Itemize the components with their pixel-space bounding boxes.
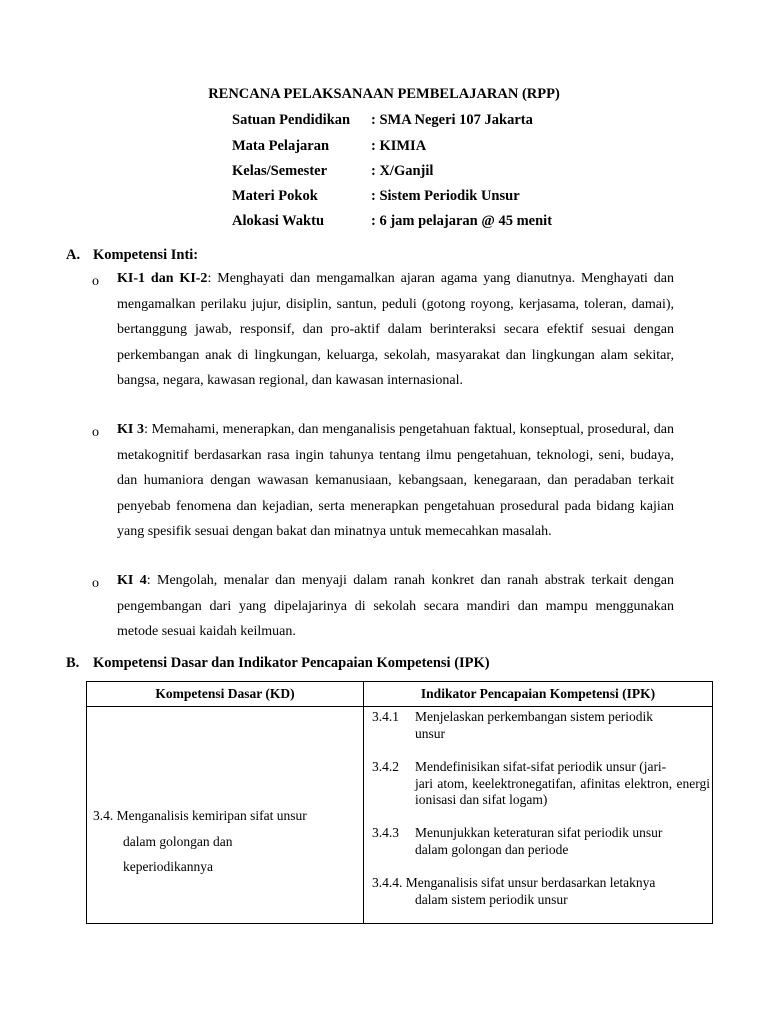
identity-row [232,213,552,230]
identity-label: Materi Pokok [232,188,318,204]
kd-text [93,803,353,880]
identity-label: Satuan Pendidikan [232,112,351,128]
identity-row [232,188,520,205]
kd-cell [87,707,364,924]
bullet-icon: o [92,274,99,289]
identity-row [232,138,426,155]
ipk-number: 3.4.2 [372,759,399,774]
ipk-number: 3.4.1 [372,709,399,724]
identity-value: : X/Ganjil [371,163,434,179]
ipk-item [372,759,710,809]
table-header-row [87,682,713,707]
ki-key: KI-1 dan KI-2 [117,271,208,286]
identity-row [232,112,533,129]
identity-value: : Sistem Periodik Unsur [371,188,520,204]
ki-paragraph [117,266,674,394]
table-header: Kompetensi Dasar (KD) [87,682,364,707]
ipk-text: Mendefinisikan sifat-sifat periodik unsur (jari- [415,759,667,774]
kd-line: dalam golongan dan [123,833,233,849]
identity-value: : SMA Negeri 107 Jakarta [371,112,533,128]
ipk-cell [364,707,713,924]
section-letter: B. [66,655,80,671]
ipk-text-cont: unsur [415,725,445,741]
ipk-text: Menjelaskan perkembangan sistem periodik [415,709,654,724]
bullet-icon: o [92,576,99,591]
ipk-item [372,709,710,742]
ki-key: KI 3 [117,422,145,437]
ipk-number: 3.4.3 [372,825,399,840]
ipk-text: Menganalisis sifat unsur berdasarkan letaknya [405,875,656,890]
ipk-item [372,825,710,858]
ki-key: KI 4 [117,573,147,588]
section-a-heading [66,247,198,264]
ki-text: : Memahami, menerapkan, dan menganalisis pengetahuan faktual, konseptual, prosedural, dan metakognitif berdasarkan rasa ingin tahunya tentang ilmu pengetahuan, teknologi, seni, budaya, dan humaniora dengan wawasan kemanusiaan, kebangsaan, kenegaraan, dan peradaban terkait penyebab fenomena dan kejadian, serta menerapkan pengetahuan prosedural pada bidang kajian yang spesifik sesuai dengan bakat dan minatnya untuk memecahkan masalah. [117,422,674,539]
section-title: Kompetensi Dasar dan Indikator Pencapaian Kompetensi (IPK) [93,655,490,671]
page-title: RENCANA PELAKSANAAN PEMBELAJARAN (RPP) [208,86,560,102]
ki-text: : Mengolah, menalar dan menyaji dalam ranah konkret dan ranah abstrak terkait dengan pengembangan dari yang dipelajarinya di sekolah secara mandiri dan mampu menggunakan metode sesuai kaidah keilmuan. [117,573,674,639]
bullet-icon: o [92,425,99,440]
ipk-text-cont: dalam sistem periodik unsur [415,891,568,907]
ki-text: : Menghayati dan mengamalkan ajaran agama yang dianutnya. Menghayati dan mengamalkan perilaku jujur, disiplin, santun, peduli (gotong royong, kerjasama, toleran, damai), bertanggung jawab, responsif, dan pro-aktif dalam berinteraksi secara efektif sesuai dengan perkembangan anak di lingkungan, keluarga, sekolah, masyarakat dan lingkungan alam sekitar, bangsa, negara, kawasan regional, dan kawasan internasional. [117,271,674,388]
ipk-text: Menunjukkan keteraturan sifat periodik unsur [415,825,663,840]
identity-label: Mata Pelajaran [232,138,330,154]
identity-value: : KIMIA [371,138,427,154]
table-row [87,707,713,924]
ipk-text-cont: jari atom, keelektronegatifan, afinitas elektron, energi ionisasi dan sifat logam) [415,775,710,807]
identity-label: Alokasi Waktu [232,213,325,229]
identity-row [232,163,433,180]
ki-paragraph [117,417,674,545]
section-letter: A. [66,247,81,263]
table-header: Indikator Pencapaian Kompetensi (IPK) [364,682,713,707]
ipk-item [372,875,710,908]
ipk-text-cont: dalam golongan dan periode [415,841,569,857]
section-b-heading [66,655,490,672]
kd-ipk-table [86,681,713,924]
kd-line: keperiodikannya [123,859,213,874]
identity-label: Kelas/Semester [232,163,328,179]
kd-line: 3.4. Menganalisis kemiripan sifat unsur [93,808,307,823]
ipk-number: 3.4.4. [372,875,403,890]
ki-paragraph [117,568,674,645]
identity-value: : 6 jam pelajaran @ 45 menit [371,213,553,229]
section-title: Kompetensi Inti: [93,247,199,263]
